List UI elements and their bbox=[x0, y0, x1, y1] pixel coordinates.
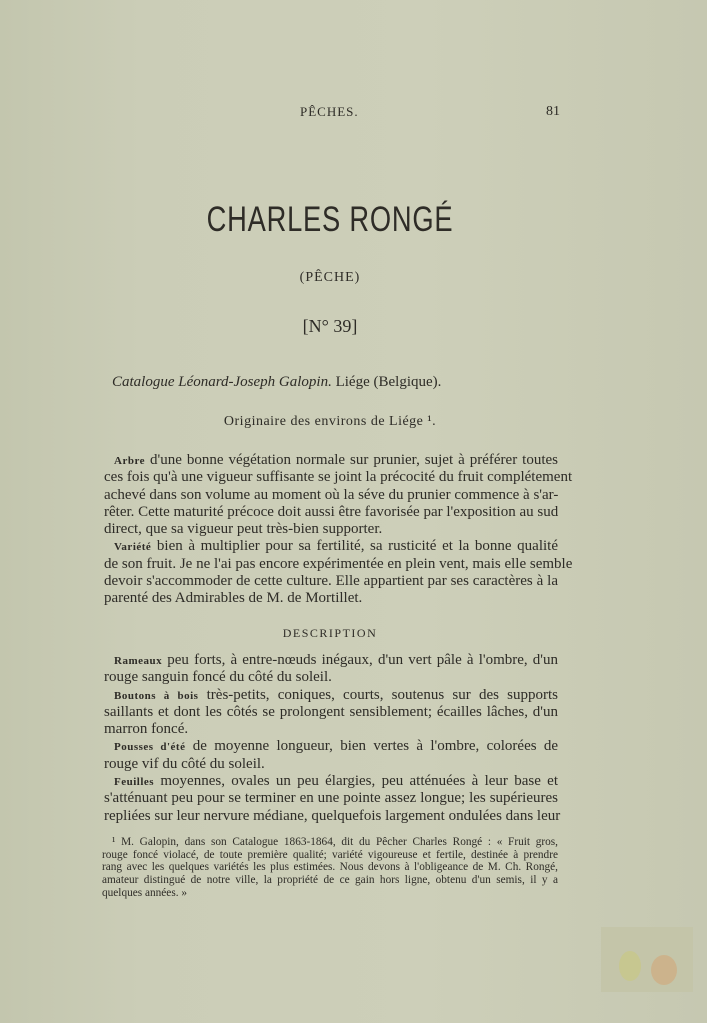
line-text: de moyenne longueur, bien vertes à l'ombre, colorées de bbox=[192, 738, 559, 755]
text-line bbox=[104, 669, 558, 686]
show-through-image bbox=[601, 927, 693, 992]
line-text: très-petits, coniques, courts, soutenus sur des supports bbox=[206, 686, 558, 703]
footnote-line: rang avec les quelques variétés les plus estimées. Nous devons à l'obligeance de M. Ch. Rongé, bbox=[102, 861, 558, 874]
line-text: moyennes, ovales un peu élargies, peu atténuées à leur base et bbox=[160, 773, 558, 790]
text-line bbox=[104, 538, 558, 555]
text-line bbox=[104, 504, 558, 521]
text-line bbox=[104, 687, 558, 704]
footnote bbox=[102, 836, 558, 899]
text-line bbox=[104, 487, 558, 504]
catalogue-place: Liége (Belgique). bbox=[335, 374, 442, 390]
paragraph-lead: Boutons à bois bbox=[114, 689, 199, 702]
description-heading: DESCRIPTION bbox=[282, 626, 378, 640]
line-text: bien à multiplier pour sa fertilité, sa rusticité et la bonne qualité bbox=[156, 538, 559, 555]
line-text: marron foncé. bbox=[104, 721, 189, 738]
paragraph-lead: Feuilles bbox=[114, 776, 155, 789]
variety-number: [N° 39] bbox=[302, 316, 358, 336]
footnote-line: rouge foncé violacé, de toute première qualité; variété vigoureuse et fertile, destinée à prendre bbox=[102, 848, 558, 861]
running-title: PÊCHES. bbox=[300, 104, 359, 119]
intro-section bbox=[104, 452, 573, 608]
line-text: saillants et dont les côtés se prolongent sensiblement; écailles lâches, d'un bbox=[104, 703, 558, 720]
text-line bbox=[104, 573, 558, 590]
description-section bbox=[104, 652, 561, 825]
text-line bbox=[104, 704, 558, 721]
text-line bbox=[104, 807, 561, 825]
line-text: rêter. Cette maturité précoce doit aussi être favorisée par l'exposition au sud bbox=[104, 503, 559, 520]
line-text: ces fois qu'à une vigueur suffisante se joint la précocité du fruit complétement bbox=[104, 469, 573, 486]
paragraph-lead: Rameaux bbox=[114, 655, 163, 667]
origin-line: Originaire des environs de Liége ¹. bbox=[223, 414, 437, 429]
text-line bbox=[104, 721, 558, 738]
paragraph-lead: Arbre bbox=[114, 455, 146, 467]
page-number: 81 bbox=[546, 104, 560, 119]
footnote-line: amateur distingué de notre ville, la propriété de ce gain hors ligne, obtenu d'un semis, il y a bbox=[102, 874, 558, 887]
page-title: CHARLES RONGÉ bbox=[206, 200, 454, 239]
footnote-line: quelques années. » bbox=[102, 886, 188, 899]
line-text: devoir s'accommoder de cette culture. Elle appartient par ses caractères à la bbox=[104, 573, 558, 590]
line-text: achevé dans son volume au moment où la séve du prunier commence à s'ar- bbox=[104, 486, 559, 503]
text-line bbox=[104, 469, 573, 486]
text-line bbox=[104, 756, 558, 773]
text-line bbox=[104, 590, 558, 607]
line-text: peu forts, à entre-nœuds inégaux, d'un vert pâle à l'ombre, d'un bbox=[167, 652, 559, 668]
line-text: parenté des Admirables de M. de Mortillet. bbox=[104, 590, 363, 607]
line-text: de son fruit. Je ne l'ai pas encore expérimentée en plein vent, mais elle semble bbox=[104, 555, 573, 572]
catalogue-name: Catalogue Léonard-Joseph Galopin. bbox=[112, 374, 332, 390]
line-text: repliées sur leur nervure médiane, quelquefois largement ondulées dans leur bbox=[104, 807, 561, 824]
line-text: direct, que sa vigueur peut très-bien supporter. bbox=[104, 521, 383, 538]
text-line bbox=[104, 555, 573, 573]
catalogue-line bbox=[112, 374, 441, 391]
paragraph-lead: Variété bbox=[114, 541, 152, 554]
line-text: s'atténuant peu pour se terminer en une pointe assez longue; les supérieures bbox=[104, 790, 558, 807]
paragraph-lead: Pousses d'été bbox=[114, 741, 186, 754]
text-line bbox=[104, 773, 558, 790]
line-text: rouge vif du côté du soleil. bbox=[104, 755, 265, 772]
text-line bbox=[104, 452, 558, 469]
text-line bbox=[104, 790, 558, 807]
line-text: d'une bonne végétation normale sur prunier, sujet à préférer toutes bbox=[150, 452, 558, 468]
footnote-line: ¹ M. Galopin, dans son Catalogue 1863-1864, dit du Pêcher Charles Rongé : « Fruit gros, bbox=[112, 836, 558, 848]
text-line bbox=[104, 738, 558, 755]
text-line bbox=[104, 652, 558, 669]
line-text: rouge sanguin foncé du côté du soleil. bbox=[104, 669, 332, 686]
text-line bbox=[104, 521, 558, 538]
subtitle: (PÊCHE) bbox=[299, 270, 361, 285]
